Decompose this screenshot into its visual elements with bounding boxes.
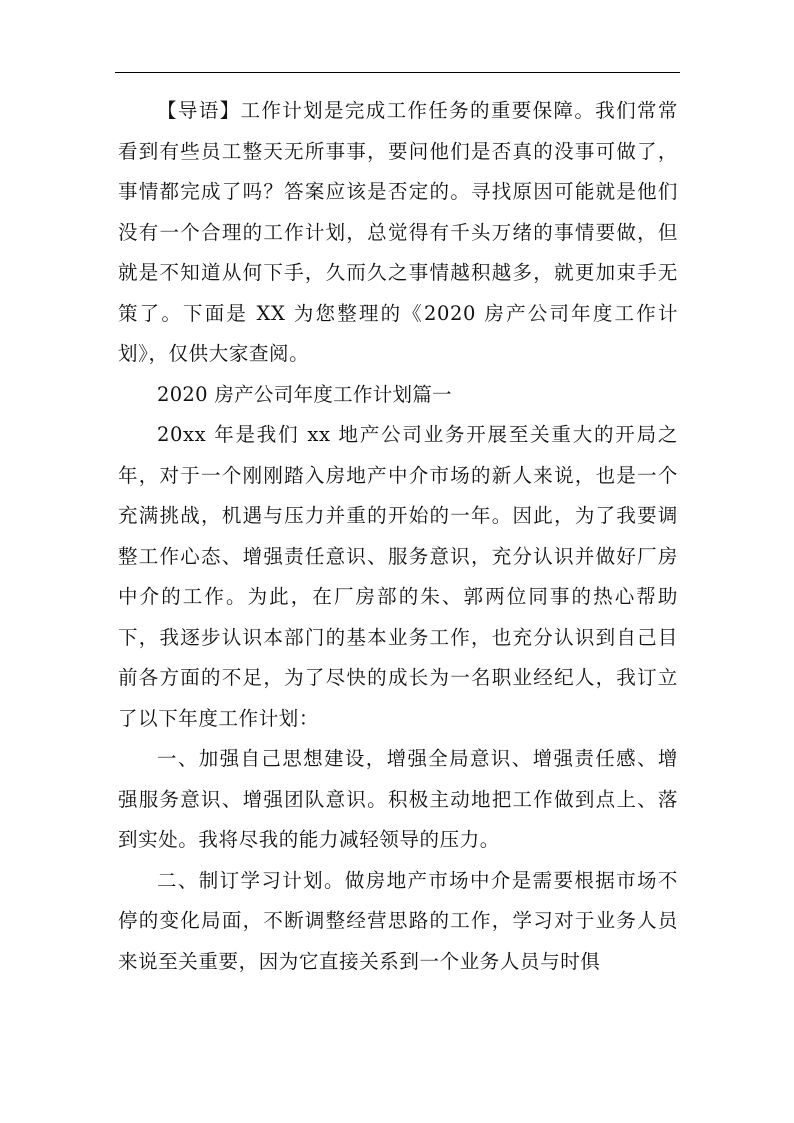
header-divider: [115, 72, 680, 73]
body-paragraph-2: 一、加强自己思想建设，增强全局意识、增强责任感、增强服务意识、增强团队意识。积极主动地把工作做到点上、落到实处。我将尽我的能力减轻领导的压力。: [118, 747, 678, 851]
body-paragraph-3: 二、制订学习计划。做房地产市场中介是需要根据市场不停的变化局面，不断调整经营思路的工作，学习对于业务人员来说至关重要，因为它直接关系到一个业务人员与时俱: [118, 868, 678, 973]
section-title: 2020 房产公司年度工作计划篇一: [157, 382, 452, 406]
intro-paragraph: 【导语】工作计划是完成工作任务的重要保障。我们常常看到有些员工整天无所事事，要问他们是否真的没事可做了，事情都完成了吗？答案应该是否定的。寻找原因可能就是他们没有一个合理的工作计划，总觉得有千头万绪的事情要做，但就是不知道从何下手，久而久之事情越积越多，就更加束手无策了。下面是 XX 为您整理的《2020 房产公司年度工作计划》，仅供大家查阅。: [118, 99, 678, 365]
body-paragraph-1: 20xx 年是我们 xx 地产公司业务开展至关重大的开局之年，对于一个刚刚踏入房地产中介市场的新人来说，也是一个充满挑战，机遇与压力并重的开始的一年。因此，为了我要调整工作心态、增强责任意识、服务意识，充分认识并做好厂房中介的工作。为此，在厂房部的朱、郭两位同事的热心帮助下，我逐步认识本部门的基本业务工作，也充分认识到自己目前各方面的不足，为了尽快的成长为一名职业经纪人，我订立了以下年度工作计划：: [118, 423, 678, 730]
document-body: [118, 91, 678, 982]
